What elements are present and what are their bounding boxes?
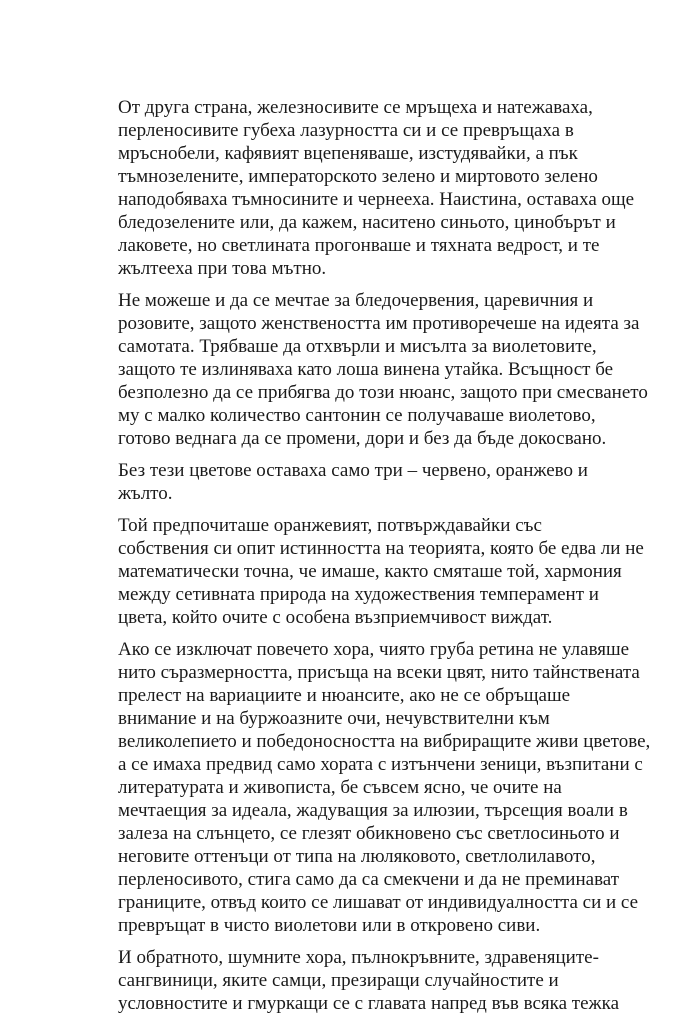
paragraph xyxy=(118,638,651,937)
text-line: нито съразмерността, присъща на всеки цвят, нито тайнствената xyxy=(118,662,640,683)
text-line: собствения си опит истинността на теорията, която бе едва ли не xyxy=(118,538,644,559)
text-line: превръщат в чисто виолетови или в откровено сиви. xyxy=(118,915,541,936)
text-line: математически точна, че имаше, както смяташе той, хармония xyxy=(118,561,622,582)
text-line: а се имаха предвид само хората с изтънчени зеници, възпитани с xyxy=(118,754,643,775)
text-line: бледозелените или, да кажем, наситено синьото, цинобърът и xyxy=(118,212,616,233)
text-line: условностите и гмуркащи се с главата напред във всяка тежка xyxy=(118,993,620,1014)
text-line: От друга страна, железносивите се мръщеха и натежаваха, xyxy=(118,97,593,118)
paragraph xyxy=(118,289,648,450)
paragraph xyxy=(118,946,620,1015)
text-line: сангвиници, яките самци, презиращи случайностите и xyxy=(118,970,559,991)
text-line: му с малко количество сантонин се получаваше виолетово, xyxy=(118,405,596,426)
text-line: Без тези цветове оставаха само три – червено, оранжево и xyxy=(118,460,588,481)
text-line: готово веднага да се промени, дори и без да бъде докосвано. xyxy=(118,428,607,449)
body-text xyxy=(118,96,651,1015)
text-line: Ако се изключат повечето хора, чиято груба ретина не улавяше xyxy=(118,639,630,660)
text-line: лаковете, но светлината прогонваше и тяхната ведрост, и те xyxy=(118,235,600,256)
text-line: жълто. xyxy=(118,483,173,504)
text-line: безполезно да се прибягва до този нюанс, защото при смесването xyxy=(118,382,648,403)
text-line: неговите оттенъци от типа на люляковото, светлолилавото, xyxy=(118,846,596,867)
text-line: цвета, който очите с особена възприемчивост виждат. xyxy=(118,607,553,628)
text-line: Той предпочиташе оранжевият, потвърждавайки със xyxy=(118,515,542,536)
text-line: между сетивната природа на художествения темперамент и xyxy=(118,584,599,605)
text-line: перленосивото, стига само да са смекчени и да не преминават xyxy=(118,869,620,890)
text-line: границите, отвъд които се лишават от индивидуалността си и се xyxy=(118,892,639,913)
text-line: защото те излиняваха като лоша винена утайка. Всъщност бе xyxy=(118,359,614,380)
paragraph xyxy=(118,96,635,280)
paragraph xyxy=(118,514,644,629)
text-line: залеза на слънцето, се глезят обикновено със светлосиньото и xyxy=(118,823,620,844)
text-line: Не можеше и да се мечтае за бледочервения, царевичния и xyxy=(118,290,594,311)
text-line: мечтаещия за идеала, жадуващия за илюзии, търсещия воали в xyxy=(118,800,628,821)
text-line: мръснобели, кафявият вцепеняваше, изстудявайки, а пък xyxy=(118,143,578,164)
text-line: литературата и живописта, бе съвсем ясно, че очите на xyxy=(118,777,562,798)
text-line: великолепието и победоносността на вибриращите живи цветове, xyxy=(118,731,651,752)
text-line: самотата. Трябваше да отхвърли и мисълта за виолетовите, xyxy=(118,336,597,357)
text-line: жълтееха при това мътно. xyxy=(118,258,327,279)
text-line: розовите, защото женствеността им противоречеше на идеята за xyxy=(118,313,640,334)
text-line: наподобяваха тъмносините и чернееха. Наистина, оставаха още xyxy=(118,189,635,210)
text-line: прелест на вариациите и нюансите, ако не се обръщаше xyxy=(118,685,571,706)
text-line: тъмнозелените, императорското зелено и миртовото зелено xyxy=(118,166,598,187)
text-line: перленосивите губеха лазурността си и се превръщаха в xyxy=(118,120,574,141)
paragraph xyxy=(118,459,603,505)
text-line: И обратното, шумните хора, пълнокръвните, здравеняците- xyxy=(118,947,599,968)
text-line: внимание и на буржоазните очи, нечувствителни към xyxy=(118,708,550,729)
